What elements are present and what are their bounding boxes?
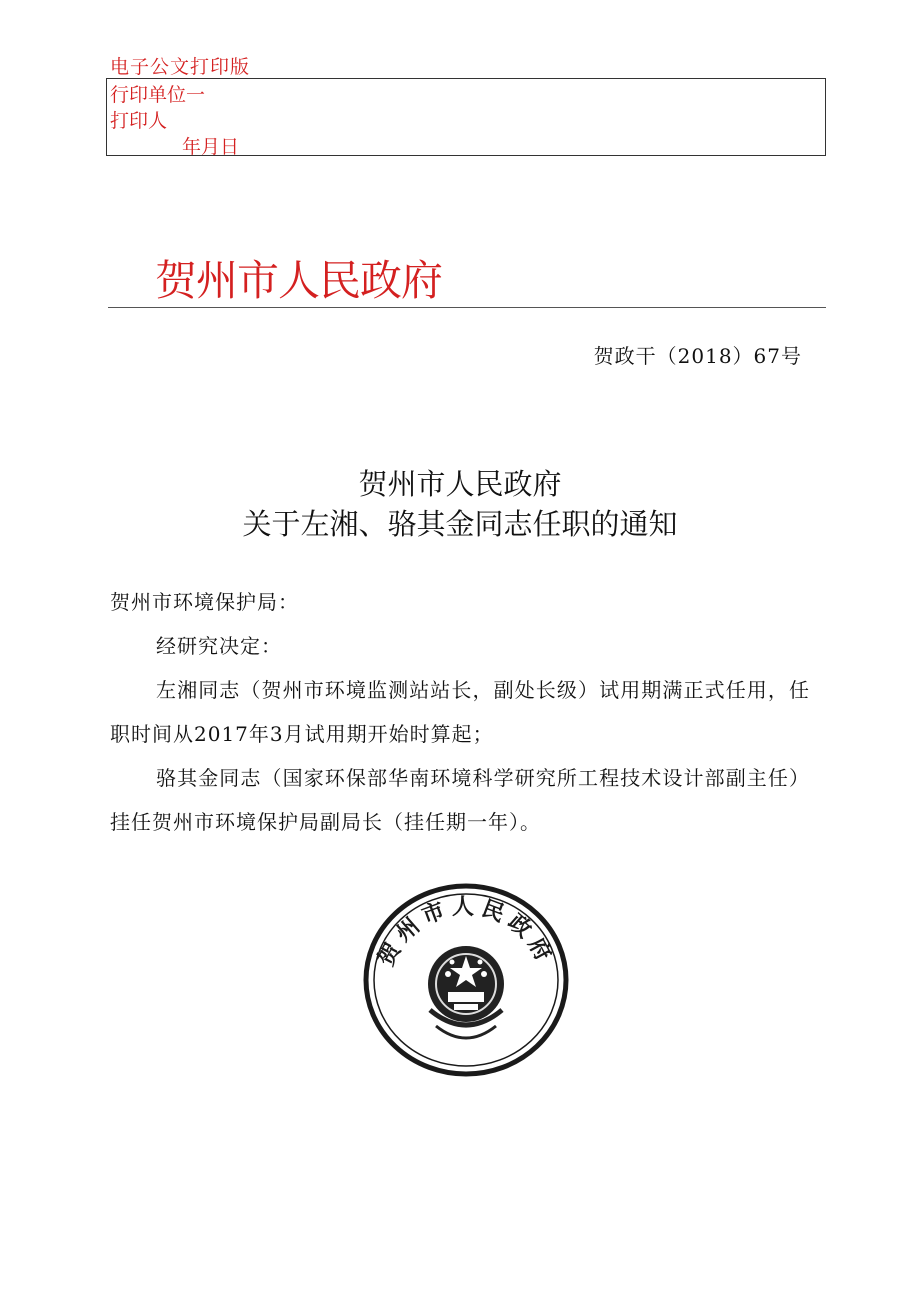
print-unit-label: 行印单位一 [110,84,206,106]
printer-label: 打印人 [110,110,168,132]
seal-text: 贺州市人民政府 [373,895,559,971]
document-title-line1: 贺州市人民政府 [358,467,562,501]
seal-emblem-icon [360,880,572,1080]
body-paragraph: 左湘同志（贺州市环境监测站站长，副处长级）试用期满正式任用，任职时间从2017年3月试用期开始时算起； [110,678,810,746]
official-seal [360,880,572,1080]
document-number: 贺政干（2018）67号 [593,344,802,368]
addressee: 贺州市环境保护局： [110,590,299,614]
print-date-label: 年月日 [182,136,240,158]
header-divider [108,307,826,308]
body-paragraph: 骆其金同志（国家环保部华南环境科学研究所工程技术设计部副主任）挂任贺州市环境保护局副局长（挂任期一年）。 [110,766,810,834]
body-paragraph: 经研究决定： [156,634,282,658]
print-version-label: 电子公文打印版 [110,56,251,78]
document-header-title: 贺州市人民政府 [155,256,443,305]
document-title-line2: 关于左湘、骆其金同志任职的通知 [242,507,678,541]
